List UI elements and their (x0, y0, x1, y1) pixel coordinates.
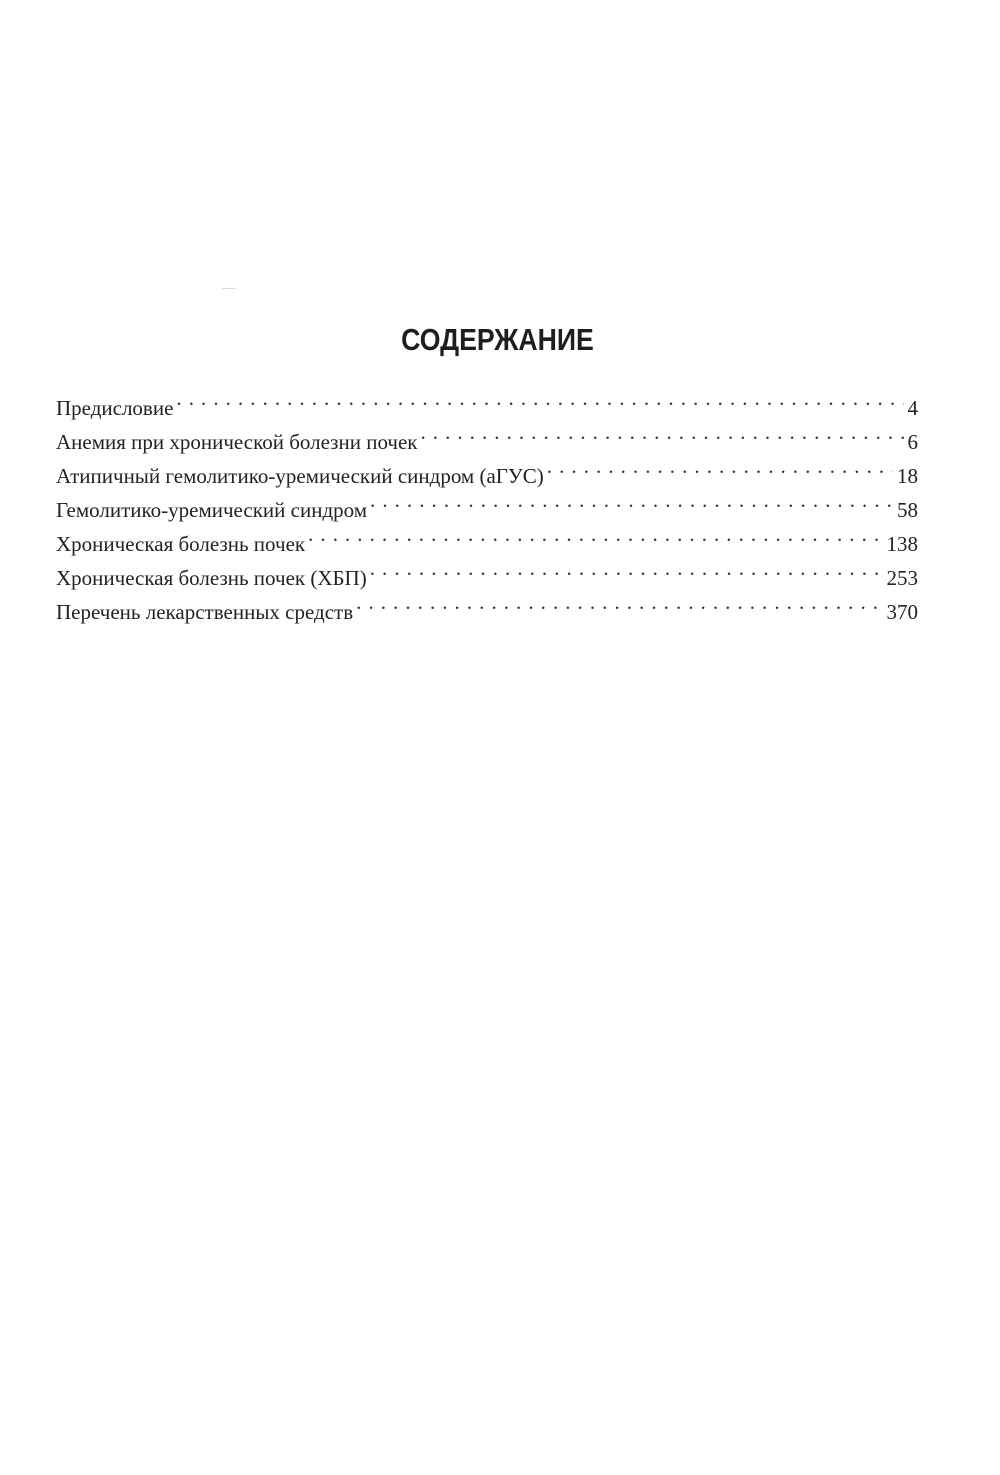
dot-leader (176, 381, 903, 415)
toc-entry-page: 6 (907, 430, 918, 454)
toc-entry-page: 58 (897, 498, 918, 522)
toc-entry-label: Перечень лекарственных средств (56, 600, 354, 624)
toc-entry (56, 381, 918, 420)
toc-entry-page: 18 (897, 464, 918, 488)
toc-entry (56, 415, 918, 454)
toc-entry-page: 138 (886, 532, 918, 556)
dot-leader (547, 449, 893, 483)
dot-leader (308, 517, 882, 551)
toc-entry-label: Гемолитико-уремический синдром (56, 498, 368, 522)
toc-entry-page: 370 (886, 600, 918, 624)
dot-leader (420, 415, 903, 449)
dot-leader (370, 551, 883, 585)
toc-entry-label: Анемия при хронической болезни почек (56, 430, 418, 454)
toc-entry-label: Хроническая болезнь почек (56, 532, 306, 556)
page-title: СОДЕРЖАНИЕ (401, 322, 594, 357)
dot-leader (356, 585, 882, 619)
dot-leader (370, 483, 893, 517)
toc-entry-label: Предисловие (56, 396, 174, 420)
toc-entry-page: 253 (886, 566, 918, 590)
scan-artifact (222, 288, 236, 289)
toc-entry-page: 4 (907, 396, 918, 420)
toc-entry-label: Хроническая болезнь почек (ХБП) (56, 566, 367, 590)
toc-entry-label: Атипичный гемолитико-уремический синдром (аГУС) (56, 464, 544, 488)
table-of-contents (56, 381, 918, 624)
